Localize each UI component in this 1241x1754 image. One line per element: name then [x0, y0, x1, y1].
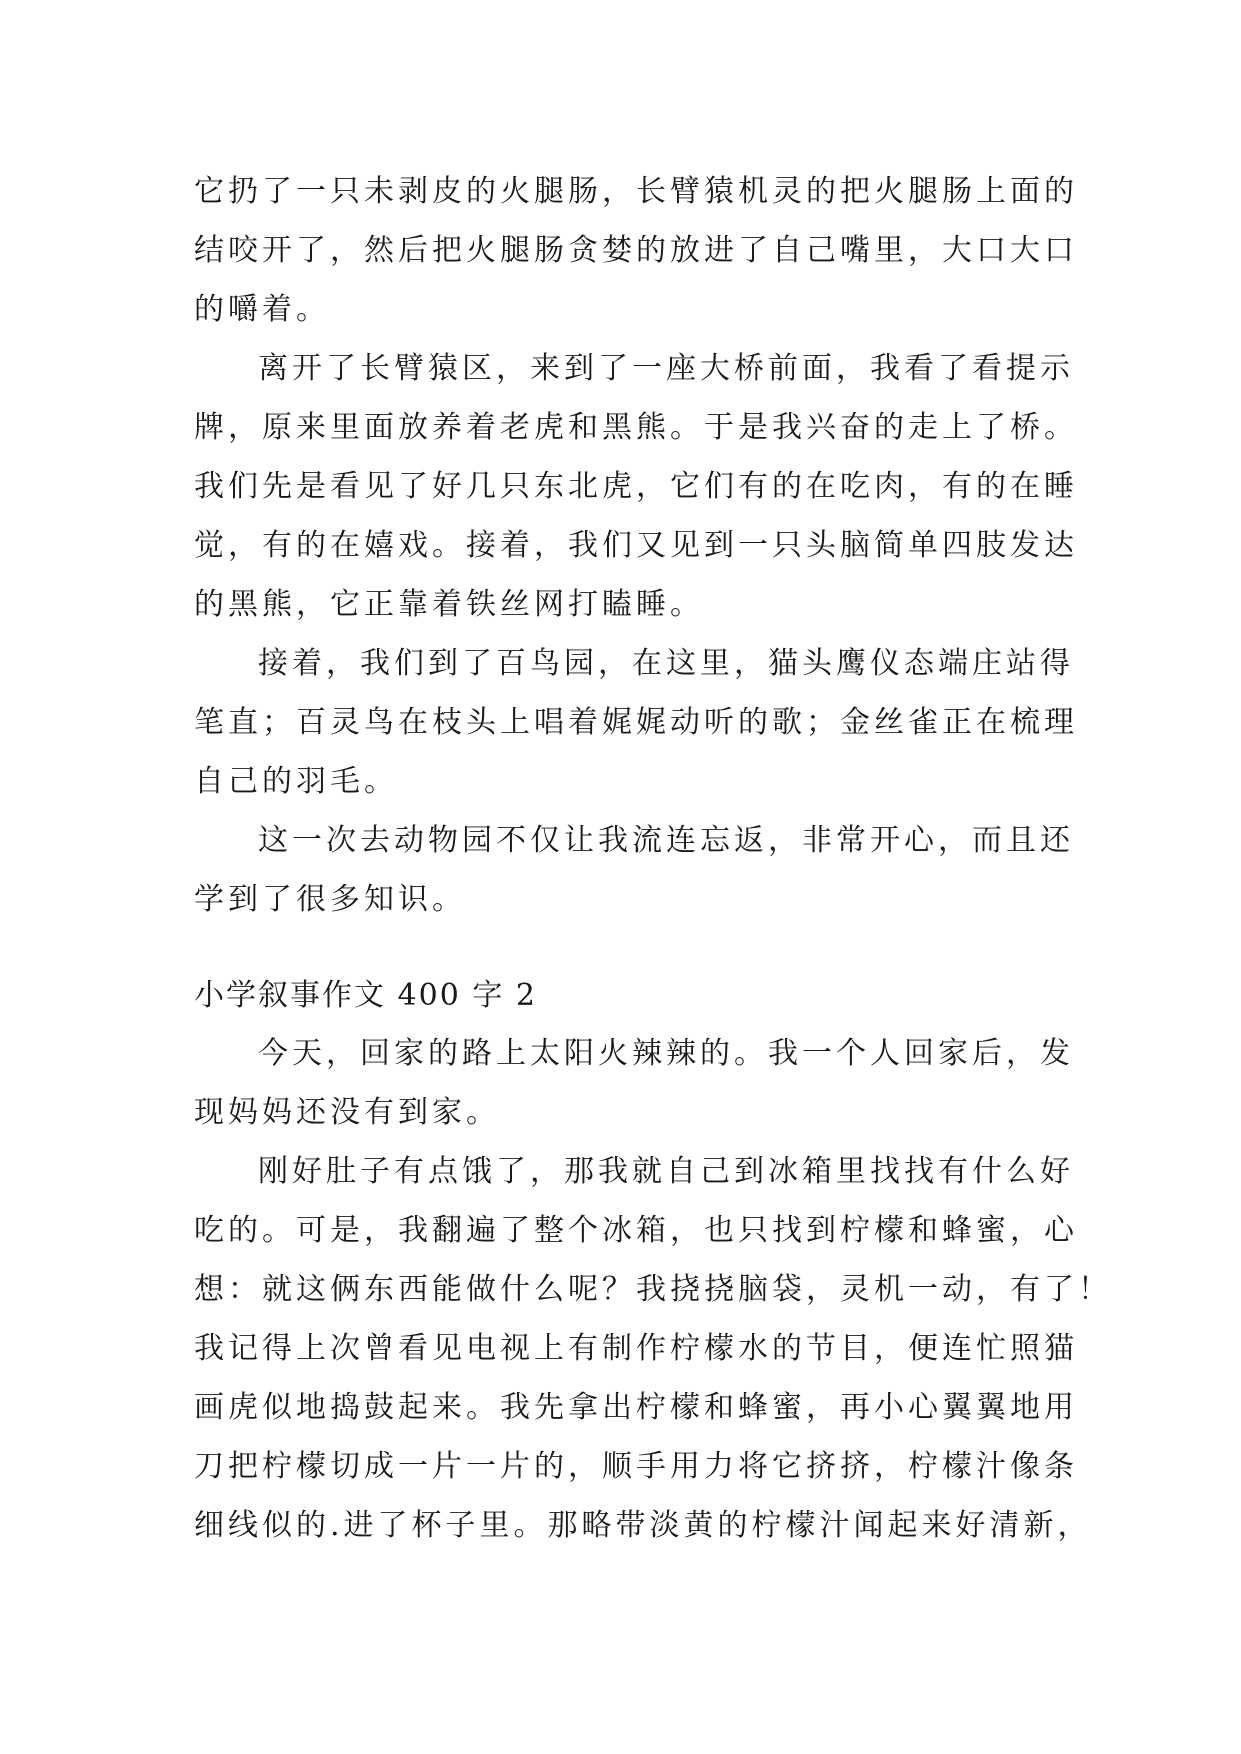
essay-heading: 小学叙事作文 400 字 2	[194, 978, 537, 1013]
text-line: 的嚼着。	[194, 292, 330, 327]
text-line: 离开了长臂猿区，来到了一座大桥前面，我看了看提示	[258, 351, 1074, 386]
text-line: 学到了很多知识。	[194, 882, 466, 917]
text-line: 这一次去动物园不仅让我流连忘返，非常开心，而且还	[258, 823, 1074, 858]
text-line: 细线似的.进了杯子里。那略带淡黄的柠檬汁闻起来好清新，	[194, 1508, 1092, 1543]
section-1-text	[194, 162, 1078, 929]
text-line: 接着，我们到了百鸟园，在这里，猫头鹰仪态端庄站得	[258, 646, 1074, 681]
text-line: 结咬开了，然后把火腿肠贪婪的放进了自己嘴里，大口大口	[194, 233, 1078, 268]
text-line: 它扔了一只未剥皮的火腿肠，长臂猿机灵的把火腿肠上面的	[194, 174, 1078, 209]
text-line: 刀把柠檬切成一片一片的，顺手用力将它挤挤，柠檬汁像条	[194, 1449, 1078, 1484]
text-line: 的黑熊，它正靠着铁丝网打瞌睡。	[194, 587, 704, 622]
text-line: 自己的羽毛。	[194, 764, 398, 799]
text-line: 我记得上次曾看见电视上有制作柠檬水的节目，便连忙照猫	[194, 1331, 1078, 1366]
section-2-text	[194, 1024, 1112, 1555]
text-line: 我们先是看见了好几只东北虎，它们有的在吃肉，有的在睡	[194, 469, 1078, 504]
text-line: 画虎似地捣鼓起来。我先拿出柠檬和蜂蜜，再小心翼翼地用	[194, 1390, 1078, 1425]
text-line: 牌，原来里面放养着老虎和黑熊。于是我兴奋的走上了桥。	[194, 410, 1078, 445]
text-line: 觉，有的在嬉戏。接着，我们又见到一只头脑简单四肢发达	[194, 528, 1078, 563]
text-line: 吃的。可是，我翻遍了整个冰箱，也只找到柠檬和蜂蜜，心	[194, 1213, 1078, 1248]
text-line: 刚好肚子有点饿了，那我就自己到冰箱里找找有什么好	[258, 1154, 1074, 1189]
text-line: 现妈妈还没有到家。	[194, 1095, 500, 1130]
text-line: 笔直；百灵鸟在枝头上唱着娓娓动听的歌；金丝雀正在梳理	[194, 705, 1078, 740]
text-line: 想：就这俩东西能做什么呢？我挠挠脑袋，灵机一动，有了！	[194, 1272, 1112, 1307]
text-line: 今天，回家的路上太阳火辣辣的。我一个人回家后，发	[258, 1036, 1074, 1071]
